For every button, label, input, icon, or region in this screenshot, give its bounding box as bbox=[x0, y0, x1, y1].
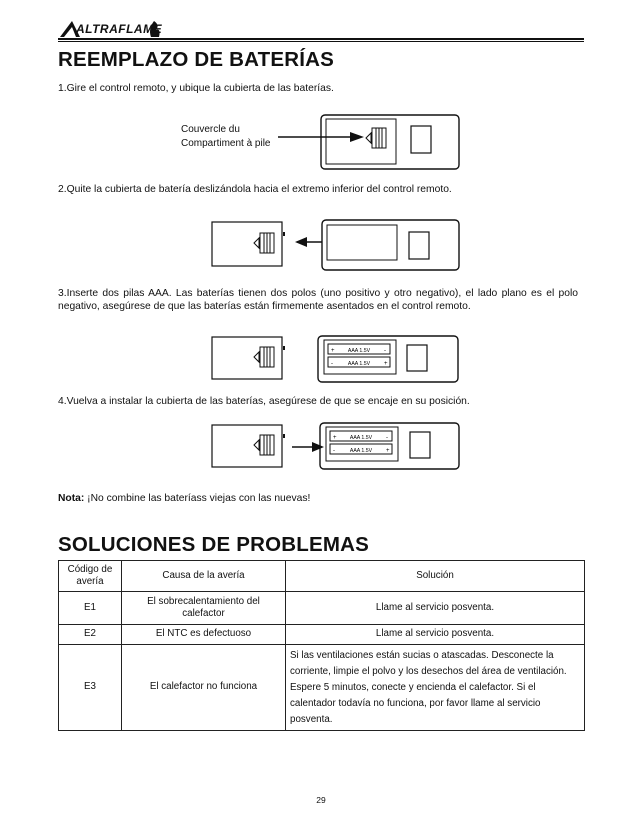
header-rule bbox=[58, 38, 584, 40]
battery-1-plus: + bbox=[331, 348, 335, 354]
callout-line-1: Couvercle du bbox=[181, 124, 240, 135]
table-row bbox=[59, 592, 585, 625]
battery-2-label: AAA 1.5V bbox=[347, 361, 371, 367]
row-solution: Llame al servicio posventa. bbox=[286, 625, 585, 645]
battery-2-minus: - bbox=[331, 361, 333, 367]
battery-1-minus: - bbox=[384, 348, 386, 354]
battery-2-plus: + bbox=[384, 361, 388, 367]
battery-2-plus: + bbox=[386, 448, 390, 454]
remote-body bbox=[320, 423, 459, 469]
remote-body bbox=[318, 336, 458, 382]
callout-line-2: Compartiment à pile bbox=[181, 138, 271, 149]
row-code: E1 bbox=[59, 592, 122, 625]
remote-window bbox=[407, 345, 427, 371]
install-arrow-head bbox=[312, 442, 324, 452]
table-header-row bbox=[59, 561, 585, 592]
callout-arrow-head bbox=[350, 132, 364, 142]
row-code: E3 bbox=[59, 645, 122, 731]
battery-note bbox=[58, 493, 310, 504]
remote-window bbox=[410, 432, 430, 458]
slide-arrow-head bbox=[295, 237, 307, 247]
troubleshooting-table bbox=[58, 560, 585, 731]
detached-cover bbox=[212, 337, 282, 379]
detached-cover bbox=[212, 425, 282, 467]
row-cause: El calefactor no funciona bbox=[122, 645, 286, 731]
header-solution: Solución bbox=[286, 561, 585, 592]
table-row bbox=[59, 645, 585, 731]
page-number: 29 bbox=[316, 795, 326, 805]
header-cause: Causa de la avería bbox=[122, 561, 286, 592]
battery-1-minus: - bbox=[386, 435, 388, 441]
step-4-diagram bbox=[210, 421, 460, 471]
note-label: Nota: bbox=[58, 493, 85, 504]
remote-body bbox=[321, 115, 459, 169]
row-solution: Si las ventilaciones están sucias o atascadas. Desconecte la corriente, limpie el polvo y los desechos del área de ventilación. Espere 5 minutos, conecte y encienda el calefactor. Si el calentador todavía no funciona, por favor llame al servicio posventa. bbox=[286, 645, 585, 731]
remote-window bbox=[409, 232, 429, 259]
step-1-text: 1.Gire el control remoto, y ubique la cubierta de las baterías. bbox=[58, 83, 334, 94]
step-2-diagram bbox=[210, 218, 460, 270]
header-code: Código de avería bbox=[59, 561, 122, 592]
detached-cover bbox=[212, 222, 282, 266]
row-cause: El NTC es defectuoso bbox=[122, 625, 286, 645]
battery-1-label: AAA 1.5V bbox=[349, 435, 373, 441]
row-code: E2 bbox=[59, 625, 122, 645]
table-row bbox=[59, 625, 585, 645]
row-cause: El sobrecalentamiento del calefactor bbox=[122, 592, 286, 625]
header-rule-thin bbox=[58, 41, 584, 42]
brand-name: ALTRAFLAME bbox=[76, 22, 163, 36]
step-3-text: 3.Inserte dos pilas AAA. Las baterías tienen dos polos (uno positivo y otro negativo), el lado plano es el polo negativo, asegúrese de que las baterías están firmemente asentados en el control remoto. bbox=[58, 288, 578, 313]
step-3-diagram bbox=[210, 334, 460, 384]
battery-cover-callout bbox=[181, 123, 270, 151]
remote-window bbox=[411, 126, 431, 153]
step-4-text: 4.Vuelva a instalar la cubierta de las baterías, asegúrese de que se encaje en su posición. bbox=[58, 396, 470, 407]
battery-section-title: REEMPLAZO DE BATERÍAS bbox=[58, 48, 335, 71]
battery-2-label: AAA 1.5V bbox=[349, 448, 373, 454]
battery-1-plus: + bbox=[333, 435, 337, 441]
troubleshooting-title: SOLUCIONES DE PROBLEMAS bbox=[58, 533, 369, 556]
battery-1-label: AAA 1.5V bbox=[347, 348, 371, 354]
remote-body bbox=[322, 220, 459, 270]
battery-compartment bbox=[327, 225, 397, 260]
step-2-text: 2.Quite la cubierta de batería deslizándola hacia el extremo inferior del control remoto. bbox=[58, 184, 452, 195]
row-solution: Llame al servicio posventa. bbox=[286, 592, 585, 625]
step-1-diagram bbox=[270, 113, 460, 175]
note-text: ¡No combine las bateríass viejas con las nuevas! bbox=[84, 493, 311, 504]
battery-2-minus: - bbox=[333, 448, 335, 454]
